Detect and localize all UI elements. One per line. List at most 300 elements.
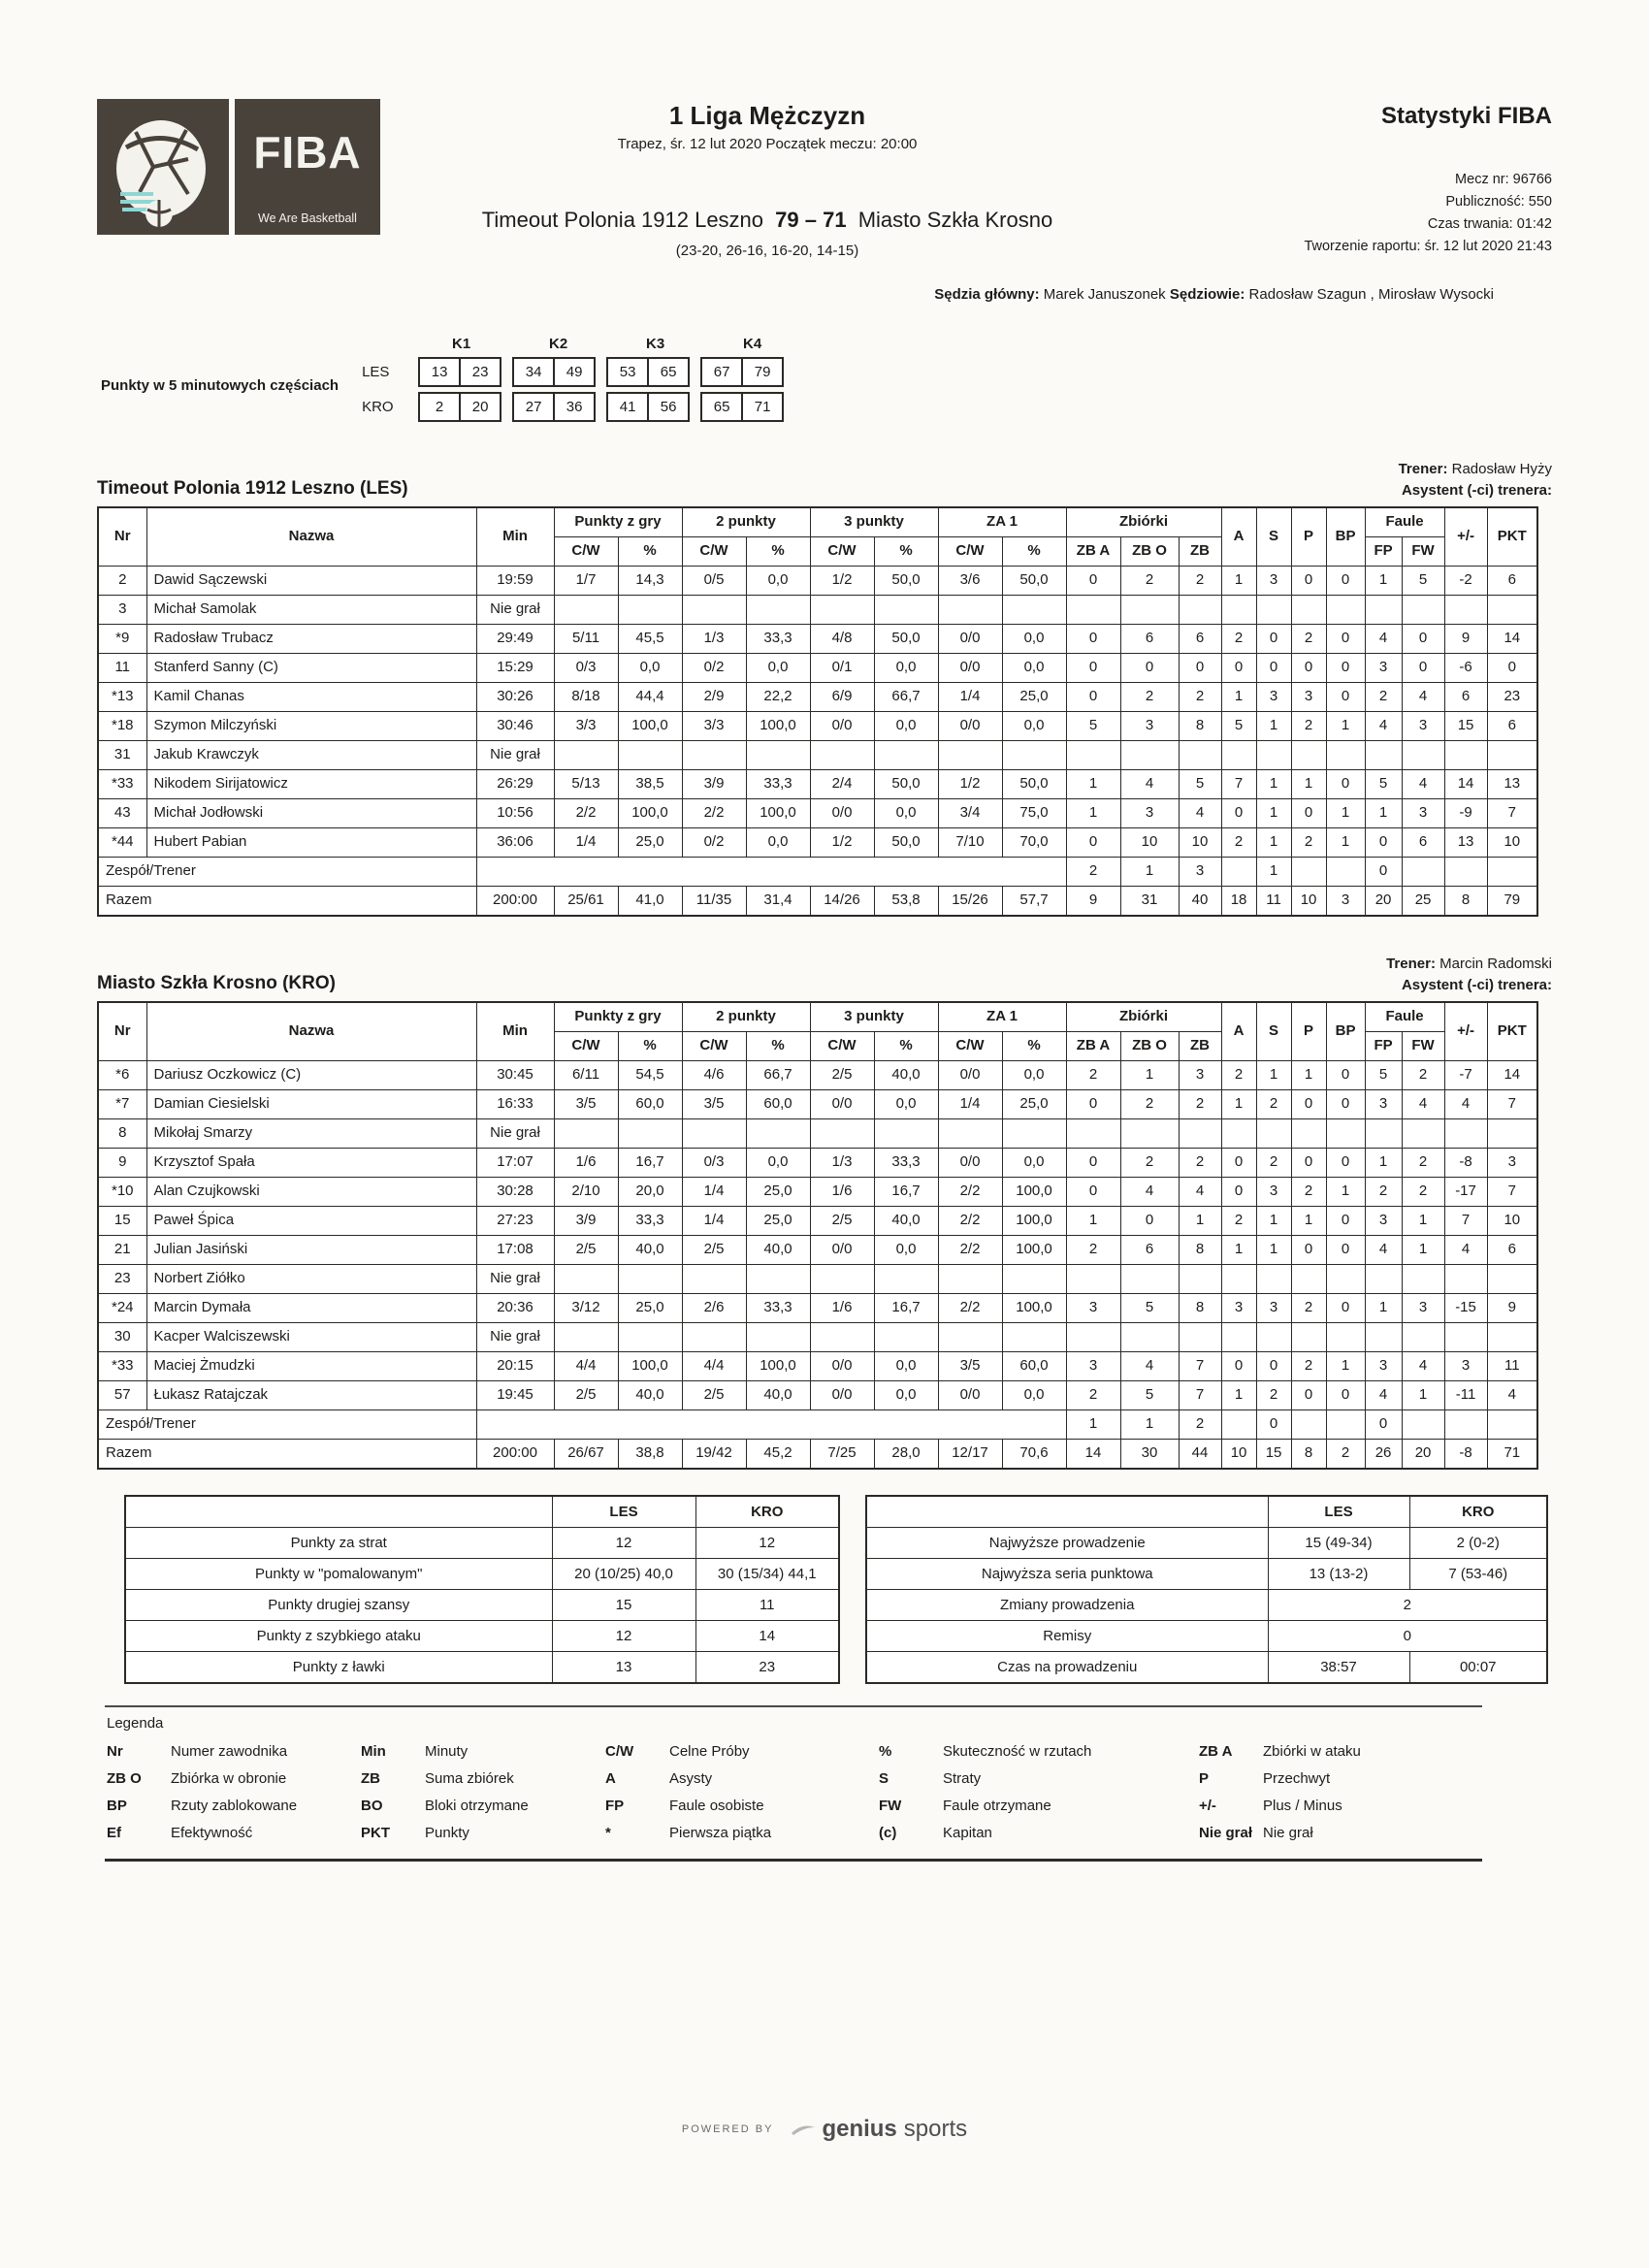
stat-cell: 1/3 [682,624,746,653]
player-min: 15:29 [476,653,554,682]
group-fouls: Faule [1365,1002,1444,1032]
stat-cell: 6 [1120,624,1179,653]
col-cw: C/W [810,1031,874,1060]
stat-cell [1444,1409,1487,1439]
period-box [606,392,690,422]
stat-cell: 4 [1365,624,1402,653]
powered-by-label: POWERED BY [681,2122,774,2135]
stat-cell [618,740,682,769]
player-row [98,827,1537,857]
legend-abbr: ZB [361,1769,380,1787]
stat-cell: 0 [1291,1380,1326,1409]
player-row [98,798,1537,827]
period-box [700,392,784,422]
group-fg: Punkty z gry [554,507,682,537]
summary-kro: 00:07 [1409,1651,1547,1683]
stat-cell [1291,740,1326,769]
stat-cell [1487,857,1537,886]
stat-cell: 2 [1291,711,1326,740]
totals-label: Razem [98,886,476,916]
stat-cell: 50,0 [874,769,938,798]
stat-cell: 0,0 [1002,653,1066,682]
stat-cell: 1 [1326,1351,1365,1380]
stat-cell [618,1118,682,1148]
stat-cell: 4 [1120,1351,1179,1380]
stat-cell [1221,740,1256,769]
stat-cell: 1 [1221,1235,1256,1264]
player-row [98,1351,1537,1380]
stat-cell: 2 [1291,624,1326,653]
genius-sports-logo-sports: sports [903,2115,968,2142]
summary-label: Zmiany prowadzenia [866,1589,1268,1620]
stat-cell: 7 [1487,798,1537,827]
legend-item [1199,1825,1480,1841]
fiba-word: FIBA [253,127,362,178]
stat-cell: 3 [1402,711,1444,740]
stat-cell: 4 [1402,1351,1444,1380]
stat-cell: 8/18 [554,682,618,711]
stat-cell: -2 [1444,566,1487,595]
stat-cell: 3 [1402,1293,1444,1322]
period-score: 13 [431,363,448,380]
legend-abbr: ZB A [1199,1742,1233,1760]
stat-cell: 9 [1066,886,1120,916]
stat-cell: 1/2 [938,769,1002,798]
stat-cell: 0 [1365,1409,1402,1439]
legend-grid [107,1743,1552,1841]
stat-cell: 3 [1365,653,1402,682]
team2-coach-line [1386,954,1552,975]
player-nr: 3 [98,595,146,624]
totals-min: 200:00 [476,886,554,916]
stat-cell: 8 [1179,711,1221,740]
stat-cell: 0/0 [810,798,874,827]
stat-cell: 2 [1256,1089,1291,1118]
legend-abbr: FW [879,1797,902,1814]
stat-cell: 60,0 [618,1089,682,1118]
period-team-code: KRO [362,398,394,415]
player-nr: *33 [98,1351,146,1380]
stat-cell: 12/17 [938,1439,1002,1469]
summary-row-item [866,1558,1547,1589]
player-min: 36:06 [476,827,554,857]
stat-cell: 16,7 [618,1148,682,1177]
stat-cell: 0 [1066,827,1120,857]
stat-cell: 5 [1179,769,1221,798]
match-number: Mecz nr: 96766 [1455,172,1552,187]
bench-blank [476,1409,1066,1439]
stat-cell: 40,0 [746,1235,810,1264]
stat-cell: 0/0 [938,711,1002,740]
stat-cell: 2 [1221,1060,1256,1089]
stat-cell: 3/9 [682,769,746,798]
stat-cell [1444,857,1487,886]
stat-cell: 100,0 [618,798,682,827]
stat-cell: 0 [1221,1351,1256,1380]
period-box [418,392,501,422]
team-bench-row [98,857,1537,886]
player-min: 29:49 [476,624,554,653]
stat-cell [682,740,746,769]
stat-cell: 2 [1291,1293,1326,1322]
bench-blank [476,857,1066,886]
period-box [512,392,596,422]
stat-cell [1444,1264,1487,1293]
legend-item [879,1743,1199,1760]
quarter-scores-line: (23-20, 26-16, 16-20, 14-15) [675,242,859,259]
stat-cell: 10 [1487,827,1537,857]
legend-abbr: +/- [1199,1797,1216,1814]
legend-item [605,1770,879,1787]
stat-cell: 1 [1291,769,1326,798]
stat-cell: 1 [1221,1380,1256,1409]
stat-cell: 15 [1444,711,1487,740]
col-cw: C/W [810,536,874,566]
legend-item [107,1743,361,1760]
col-fp: FP [1365,1031,1402,1060]
stat-cell: 5 [1402,566,1444,595]
stat-cell: 60,0 [746,1089,810,1118]
player-nr: *33 [98,769,146,798]
legend-desc: Pierwsza piątka [669,1824,772,1841]
team-bench-row [98,1409,1537,1439]
stat-cell [746,740,810,769]
col-turnovers: S [1256,1002,1291,1061]
stat-cell: 23 [1487,682,1537,711]
stat-cell: 0,0 [874,1089,938,1118]
col-cw: C/W [682,536,746,566]
legend-desc: Celne Próby [669,1742,750,1760]
stat-cell: 7 [1444,1206,1487,1235]
group-rebounds: Zbiórki [1066,507,1221,537]
stat-cell [1402,1118,1444,1148]
team1-title: Timeout Polonia 1912 Leszno (LES) [97,477,408,499]
stat-cell: 25,0 [618,827,682,857]
stat-cell: 5 [1066,711,1120,740]
legend-item [1199,1770,1480,1787]
player-min: 16:33 [476,1089,554,1118]
stat-cell: 6 [1402,827,1444,857]
legend-abbr: Min [361,1742,386,1760]
player-name: Łukasz Ratajczak [146,1380,476,1409]
stat-cell: 0,0 [1002,624,1066,653]
summary-kro: 14 [695,1620,839,1651]
totals-min: 200:00 [476,1439,554,1469]
player-nr: 15 [98,1206,146,1235]
stat-cell [1365,1264,1402,1293]
stat-cell: 1 [1256,769,1291,798]
team2-stats-table [97,1001,1538,1470]
stat-cell: 0/0 [810,1351,874,1380]
stat-cell: 25,0 [746,1206,810,1235]
stat-cell: 0 [1326,769,1365,798]
legend-item [361,1798,605,1814]
stat-cell [554,1264,618,1293]
stat-cell: 2/9 [682,682,746,711]
stat-cell: 1/4 [682,1206,746,1235]
period-label-k4: K4 [742,335,762,352]
legend-abbr: % [879,1742,892,1760]
player-row [98,1089,1537,1118]
stat-cell: 2 [1365,1177,1402,1206]
stat-cell: 66,7 [874,682,938,711]
stat-cell [1066,740,1120,769]
stat-cell: 0 [1291,1148,1326,1177]
stat-cell: 3 [1365,1089,1402,1118]
player-row [98,1118,1537,1148]
stat-cell: 4 [1120,1177,1179,1206]
stat-cell: 0 [1326,653,1365,682]
player-nr: *13 [98,682,146,711]
stat-cell: 3 [1365,1206,1402,1235]
stat-cell: 4 [1487,1380,1537,1409]
stat-cell: 3 [1256,566,1291,595]
stats-table-header [98,1002,1537,1061]
group-rebounds: Zbiórki [1066,1002,1221,1032]
stat-cell [554,1118,618,1148]
legend-desc: Skuteczność w rzutach [943,1742,1092,1760]
stat-cell: 7 [1179,1351,1221,1380]
stat-cell [1256,740,1291,769]
stat-cell: 1/4 [554,827,618,857]
stat-cell [1402,740,1444,769]
stat-cell [874,1118,938,1148]
player-name: Maciej Żmudzki [146,1351,476,1380]
stat-cell: 1/7 [554,566,618,595]
stat-cell: 0,0 [1002,1060,1066,1089]
stat-cell: 9 [1487,1293,1537,1322]
stat-cell: 33,3 [746,624,810,653]
stat-cell [746,1118,810,1148]
stat-cell: 3/3 [554,711,618,740]
stat-cell: 1 [1256,1206,1291,1235]
stat-cell: 60,0 [1002,1351,1066,1380]
group-3pt: 3 punkty [810,507,938,537]
col-les: LES [1268,1496,1409,1528]
stat-cell: 7 [1221,769,1256,798]
stat-cell: 5 [1120,1293,1179,1322]
stat-cell [1256,595,1291,624]
player-row [98,1206,1537,1235]
legend-desc: Efektywność [171,1824,253,1841]
stat-cell: 6/11 [554,1060,618,1089]
col-kro: KRO [1409,1496,1547,1528]
stat-cell: 1 [1256,798,1291,827]
stat-cell: 0/0 [938,653,1002,682]
player-min: Nie grał [476,1264,554,1293]
stat-cell [1291,1118,1326,1148]
stat-cell [1120,740,1179,769]
legend-abbr: Nr [107,1742,123,1760]
summary-both: 0 [1268,1620,1547,1651]
stat-cell: 0 [1256,1351,1291,1380]
col-nr: Nr [98,507,146,567]
summary-les: 15 [552,1589,695,1620]
stat-cell: 2 [1120,1089,1179,1118]
legend-abbr: FP [605,1797,625,1814]
referees-names: Radosław Szagun , Mirosław Wysocki [1248,285,1494,303]
stat-cell: 2 [1179,682,1221,711]
stat-cell [554,740,618,769]
stat-cell: 2/10 [554,1177,618,1206]
stat-cell: 2 [1291,1177,1326,1206]
stat-cell: 4 [1179,1177,1221,1206]
period-row-kro [362,392,806,422]
bench-label: Zespół/Trener [98,857,476,886]
player-row [98,1177,1537,1206]
head-referee-label: Sędzia główny: [934,285,1040,303]
stat-cell [1326,740,1365,769]
team2-header [97,954,1552,996]
legend-abbr: S [879,1769,889,1787]
team1-coach-line [1399,459,1552,480]
stat-cell: 1 [1365,566,1402,595]
stat-cell [1002,740,1066,769]
stat-cell [618,595,682,624]
summary-les: 20 (10/25) 40,0 [552,1558,695,1589]
summary-label: Remisy [866,1620,1268,1651]
stat-cell: 30 [1120,1439,1179,1469]
player-row [98,1293,1537,1322]
player-row [98,566,1537,595]
stat-cell: 4 [1179,798,1221,827]
col-pct: % [1002,1031,1066,1060]
legend-abbr: P [1199,1769,1210,1787]
col-fw: FW [1402,1031,1444,1060]
stat-cell: 0 [1326,1206,1365,1235]
period-team-code: LES [362,363,390,380]
summary-kro: 23 [695,1651,839,1683]
stat-cell [1221,1322,1256,1351]
stat-cell [1487,740,1537,769]
stat-cell: 8 [1179,1293,1221,1322]
stat-cell: 14 [1444,769,1487,798]
stat-cell: 3 [1221,1293,1256,1322]
summary-both: 2 [1268,1589,1547,1620]
stat-cell [1002,595,1066,624]
stat-cell: 2 [1179,1409,1221,1439]
stat-cell: 75,0 [1002,798,1066,827]
stat-cell: 54,5 [618,1060,682,1089]
stat-cell: 1/6 [554,1148,618,1177]
summary-label: Czas na prowadzeniu [866,1651,1268,1683]
totals-row [98,1439,1537,1469]
player-min: 30:46 [476,711,554,740]
attendance: Publiczność: 550 [1445,194,1552,210]
stat-cell: 2/4 [810,769,874,798]
stat-cell: 1 [1291,1060,1326,1089]
stat-cell: 2 [1221,1206,1256,1235]
stat-cell: 0 [1326,566,1365,595]
stat-cell [618,1322,682,1351]
stat-cell: -11 [1444,1380,1487,1409]
col-zba: ZB A [1066,536,1120,566]
summary-row-item [866,1527,1547,1558]
stat-cell: 0/2 [682,653,746,682]
legend-section [107,1715,1552,1841]
fiba-logo [97,99,380,235]
stat-cell: 0 [1326,682,1365,711]
stat-cell: 0,0 [746,566,810,595]
player-min: 20:36 [476,1293,554,1322]
stat-cell [1120,1118,1179,1148]
stat-cell [1256,1322,1291,1351]
col-pct: % [874,536,938,566]
stat-cell [682,1322,746,1351]
stat-cell: 0/0 [810,1089,874,1118]
stat-cell: 33,3 [746,1293,810,1322]
player-nr: 30 [98,1322,146,1351]
stat-cell [1326,595,1365,624]
summary-kro: 30 (15/34) 44,1 [695,1558,839,1589]
stat-cell: 3 [1256,682,1291,711]
stat-cell: 40,0 [618,1380,682,1409]
fiba-wordmark [235,99,380,235]
stat-cell: 20 [1365,886,1402,916]
summary-row-item [866,1620,1547,1651]
stat-cell: 0/0 [938,1148,1002,1177]
col-steals: P [1291,507,1326,567]
player-nr: *7 [98,1089,146,1118]
stat-cell: 5 [1120,1380,1179,1409]
col-fp: FP [1365,536,1402,566]
stat-cell: 33,3 [746,769,810,798]
stat-cell: 3/9 [554,1206,618,1235]
stat-cell: 0 [1291,566,1326,595]
stat-cell: 1 [1120,857,1179,886]
stat-cell [1120,1322,1179,1351]
player-min: 19:59 [476,566,554,595]
stat-cell: 28,0 [874,1439,938,1469]
stat-cell [1365,740,1402,769]
summary-row-item [125,1558,839,1589]
report-header [97,99,1552,259]
stat-cell: 0 [1291,1089,1326,1118]
fiba-tagline: We Are Basketball [258,211,357,225]
stat-cell: 22,2 [746,682,810,711]
group-ft: ZA 1 [938,507,1066,537]
player-name: Norbert Ziółko [146,1264,476,1293]
stat-cell: 0 [1256,1409,1291,1439]
legend-desc: Suma zbiórek [425,1769,514,1787]
stat-cell: 0 [1487,653,1537,682]
stat-cell: 2/5 [554,1380,618,1409]
totals-row [98,886,1537,916]
legend-item [1199,1743,1480,1760]
stat-cell: 2 [1120,682,1179,711]
stat-cell: 79 [1487,886,1537,916]
stat-cell [810,1118,874,1148]
stat-cell: 0/1 [810,653,874,682]
stat-cell: 0 [1326,1293,1365,1322]
team1-stats-table [97,506,1538,917]
duration: Czas trwania: 01:42 [1427,216,1552,232]
stat-cell [1365,595,1402,624]
stat-cell: 100,0 [1002,1235,1066,1264]
stat-cell: 16,7 [874,1177,938,1206]
player-name: Dariusz Oczkowicz (C) [146,1060,476,1089]
stat-cell [1256,1118,1291,1148]
stat-cell: 8 [1179,1235,1221,1264]
stat-cell [1487,1264,1537,1293]
stat-cell: 18 [1221,886,1256,916]
col-fw: FW [1402,536,1444,566]
match-header [380,99,1154,259]
stat-cell: 1/4 [938,1089,1002,1118]
period-score: 36 [553,394,594,420]
stat-cell: 3/3 [682,711,746,740]
team1-header [97,459,1552,502]
